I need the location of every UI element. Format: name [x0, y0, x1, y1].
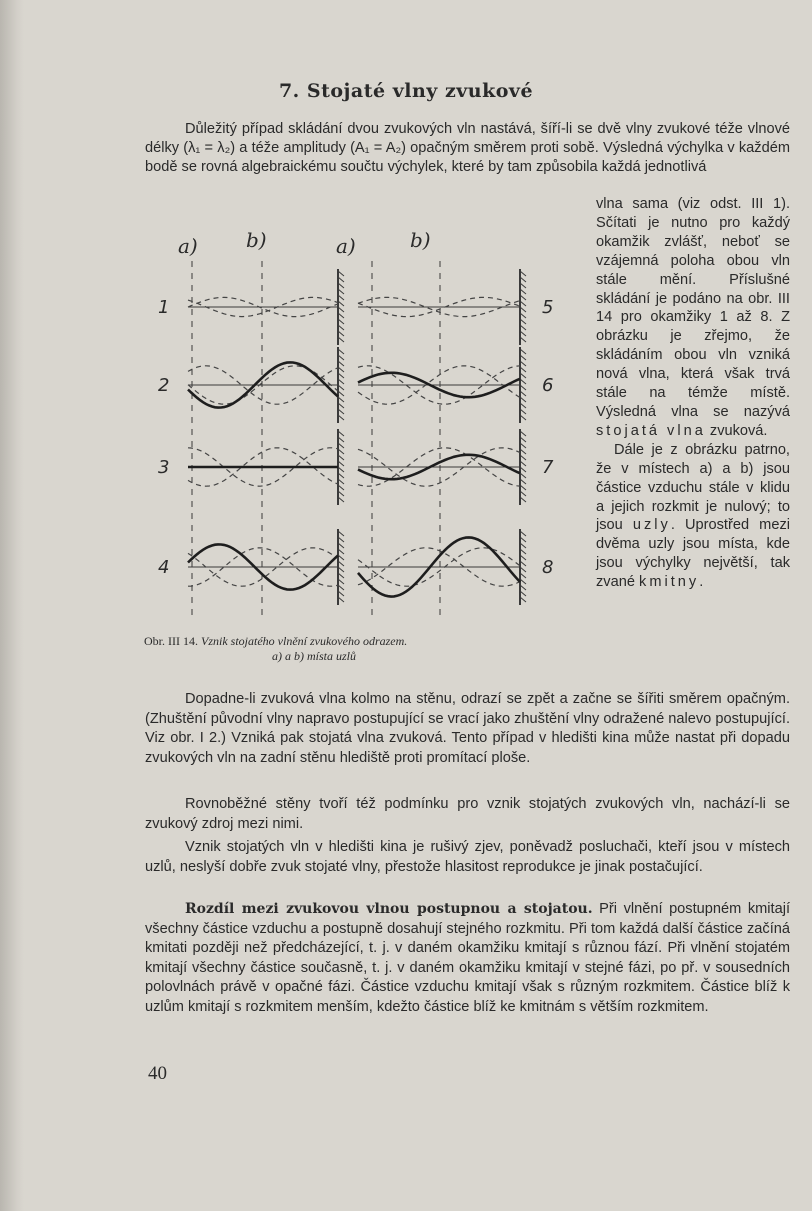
wrap-text-1-end: zvuková. — [709, 422, 768, 439]
row-label-right: 5 — [542, 297, 554, 318]
wrap-text-2: Dále je z obrázku patrno, že v místech a) a b) jsou částice vzduchu stále v klidu a jejich rozkmit je nulový; to jsou — [596, 441, 790, 534]
paragraph-3-text: Dopadne-li zvuková vlna kolmo na stěnu, odrazí se zpět a začne se šířiti směrem opačným. (Zhuštění původní vlny napravo postupující se vrací jako zhuštění vlny odražené nalevo postupující. Viz obr. I 2.) Vzniká pak stojatá vlna zvuková. Tento případ v hledišti kina může nastat při dopadu zvukových vln na zadní stěnu hlediště proti promítací ploše. — [145, 691, 790, 766]
intro-paragraph — [145, 120, 790, 177]
section-title: 7. Stojaté vlny zvukové — [278, 80, 534, 102]
paragraph-6-lead: Rozdíl mezi zvukovou vlnou postupnou a stojatou. — [185, 901, 593, 917]
row-label-left: 1 — [158, 297, 170, 318]
wrap-text-2-mid: . Uprostřed mezi dvěma uzly jsou místa, kde jsou výchylky největší, tak zvané — [596, 517, 790, 591]
label-a-left: a) — [178, 234, 198, 258]
term-antinodes: kmitny — [639, 574, 700, 591]
row-label-left: 4 — [158, 557, 170, 578]
row-label-right: 8 — [542, 557, 554, 578]
paragraph-4-text: Rovnoběžné stěny tvoří též podmínku pro vznik stojatých zvukových vln, nachází-li se zvukový zdroj mezi nimi. — [145, 796, 790, 832]
figure-caption — [144, 634, 584, 664]
label-b-right: b) — [410, 228, 431, 252]
caption-line-2: a) a b) místa uzlů — [272, 649, 356, 663]
row-label-left: 2 — [158, 375, 170, 396]
wrap-text-1: vlna sama (viz odst. III 1). Sčítati je nutno pro každý okamžik zvlášť, neboť se vzájemná poloha obou vln stále mění. Příslušné skládání je podáno na obr. III 14 pro okamžiky 1 až 8. Z obrázku je zřejmo, že skládáním obou vln vzniká nová vlna, která však trvá stále na témže místě. Výsledná vlna se nazývá — [596, 196, 790, 420]
wrap-text-2-end: . — [699, 574, 704, 591]
caption-number: Obr. III 14. — [144, 634, 198, 648]
paragraph-parallel-walls — [145, 795, 790, 834]
row-label-left: 3 — [158, 457, 170, 478]
wrap-paragraph-1 — [596, 195, 790, 441]
intro-text: Důležitý případ skládání dvou zvukových vln nastává, šíří-li se dvě vlny zvukové téže vlnové délky (λ₁ = λ₂) a téže amplitudy (A₁ = A₂) opačným směrem proti sobě. Výsledná výchylka v každém bodě se rovná algebraickému součtu výchylek, které by tam způsobila každá jednotlivá — [145, 121, 790, 175]
standing-wave-figure — [150, 225, 580, 625]
paragraph-6-text: Při vlnění postupném kmitají všechny částice vzduchu a postupně dosahují stejného rozkmitu. Při tom každá další částice začíná kmitati později než předcházející, t. j. v daném okamžiku kmitají s různou fází. Při vlnění stojatém kmitají všechny částice současně, t. j. v daném okamžiku kmitají v stejné fázi, po př. v sousedních polovlnách právě v opačné fázi. Částice vzduchu kmitají však s různým rozkmitem. Částice blíž k uzlům kmitají s rozkmitem menším, kdežto částice blíž ke kmitnám s větším rozkmitem. — [145, 901, 790, 1015]
term-nodes: uzly — [632, 517, 671, 534]
label-a-right: a) — [336, 234, 356, 258]
caption-title: Vznik stojatého vlnění zvukového odrazem. — [201, 634, 408, 648]
label-b-left: b) — [246, 228, 267, 252]
wrap-paragraph-2 — [596, 441, 790, 592]
paragraph-6 — [145, 900, 790, 1018]
paragraph-reflection — [145, 690, 790, 768]
paragraph-5-text: Vznik stojatých vln v hledišti kina je rušivý zjev, poněvadž posluchači, kteří jsou v místech uzlů, neslyší dobře zvuk stojaté vlny, přestože hlasitost reprodukce je jinak postačující. — [145, 839, 790, 875]
paragraph-difference — [145, 900, 790, 1018]
row-label-right: 7 — [542, 457, 554, 478]
page-number: 40 — [148, 1063, 167, 1084]
term-standing-wave: stojatá vlna — [596, 422, 706, 439]
row-label-right: 6 — [542, 375, 554, 396]
wrapped-text-column — [596, 195, 790, 592]
paragraph-disturbing — [145, 838, 790, 877]
page-binding-edge — [0, 0, 24, 1211]
